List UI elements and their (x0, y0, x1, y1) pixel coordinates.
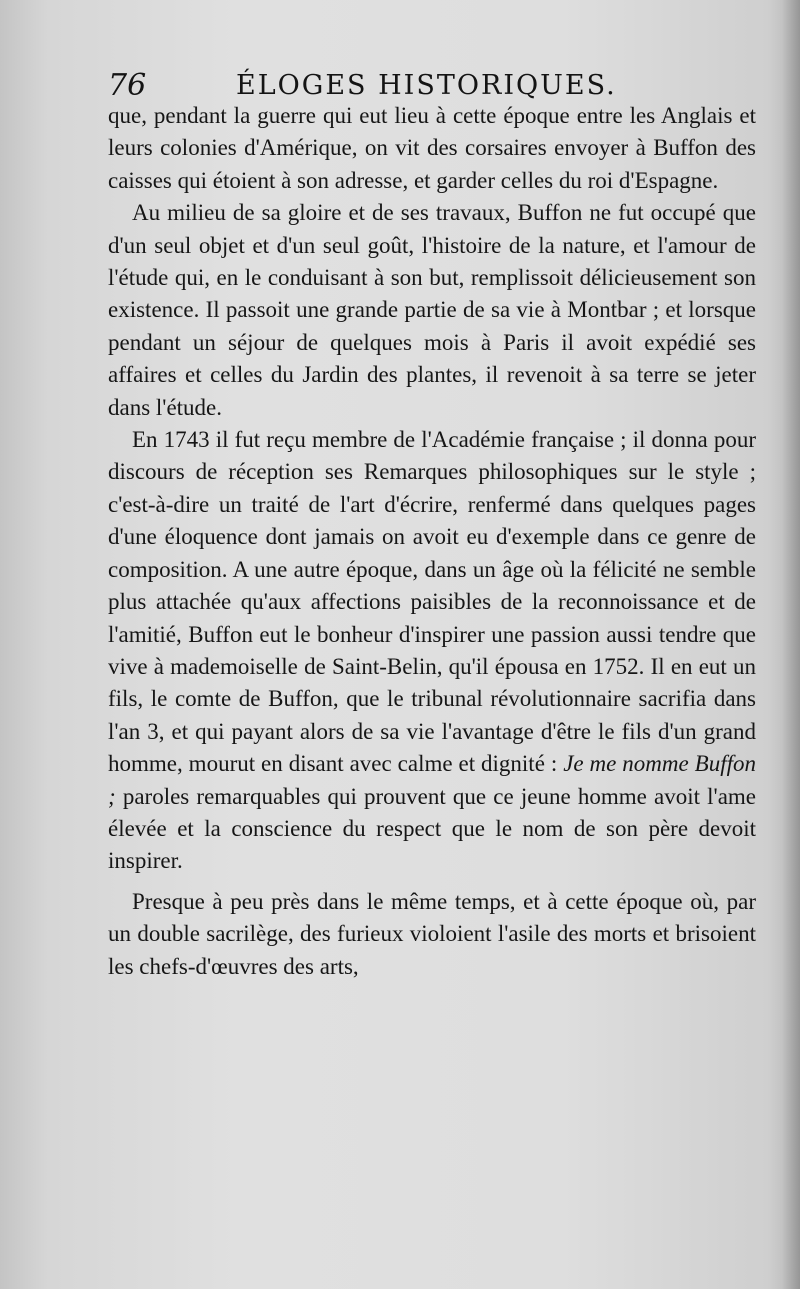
paragraph-academie-text-after: paroles remarquables qui prouvent que ce jeune homme avoit l'ame élevée et la conscience du respect que le nom de son père devoit inspirer. (108, 783, 756, 874)
running-title: ÉLOGES HISTORIQUES. (236, 70, 617, 101)
paragraph-continuation: que, pendant la guerre qui eut lieu à cette époque entre les Anglais et leurs colonies d'Amérique, on vit des corsaires envoyer à Buffon des caisses qui étoient à son adresse, et garder celles du roi d'Espagne. (108, 103, 756, 193)
page-number: 76 (108, 68, 147, 103)
paragraph-academie-text-before: En 1743 il fut reçu membre de l'Académie française ; il donna pour discours de réception ses Remarques philosophiques sur le style ; c'est-à-dire un traité de l'art d'écrire, renfermé dans quelques pages d'une éloquence dont jamais on avoit eu d'exemple dans ce genre de composition. A une autre époque, dans un âge où la félicité ne semble plus attachée qu'aux affections paisibles de la reconnoissance et de l'amitié, Buffon eut le bonheur d'inspirer une passion aussi tendre que vive à mademoiselle de Saint-Belin, qu'il épousa en 1752. Il en eut un fils, le comte de Buffon, que le tribunal révolutionnaire sacrifia dans l'an 3, et qui payant alors de sa vie l'avantage d'être le fils d'un grand homme, mourut en disant avec calme et dignité : (108, 427, 756, 777)
italic-quote: Je me nomme Buffon ; (108, 751, 756, 809)
paragraph-presque: Presque à peu près dans le même temps, et à cette époque où, par un double sacrilège, des furieux violoient l'asile des morts et brisoient les chefs-d'œuvres des arts, (108, 888, 756, 979)
paragraph-academie (108, 424, 756, 878)
paragraph-gloire: Au milieu de sa gloire et de ses travaux, Buffon ne fut occupé que d'un seul objet et d'un seul goût, l'histoire de la nature, et l'amour de l'étude qui, en le conduisant à son but, remplissoit délicieusement son existence. Il passoit une grande partie de sa vie à Montbar ; et lorsque pendant un séjour de quelques mois à Paris il avoit expédié ses affaires et celles du Jardin des plantes, il revenoit à sa terre se jeter dans l'étude. (108, 200, 756, 420)
body-text (108, 100, 756, 983)
